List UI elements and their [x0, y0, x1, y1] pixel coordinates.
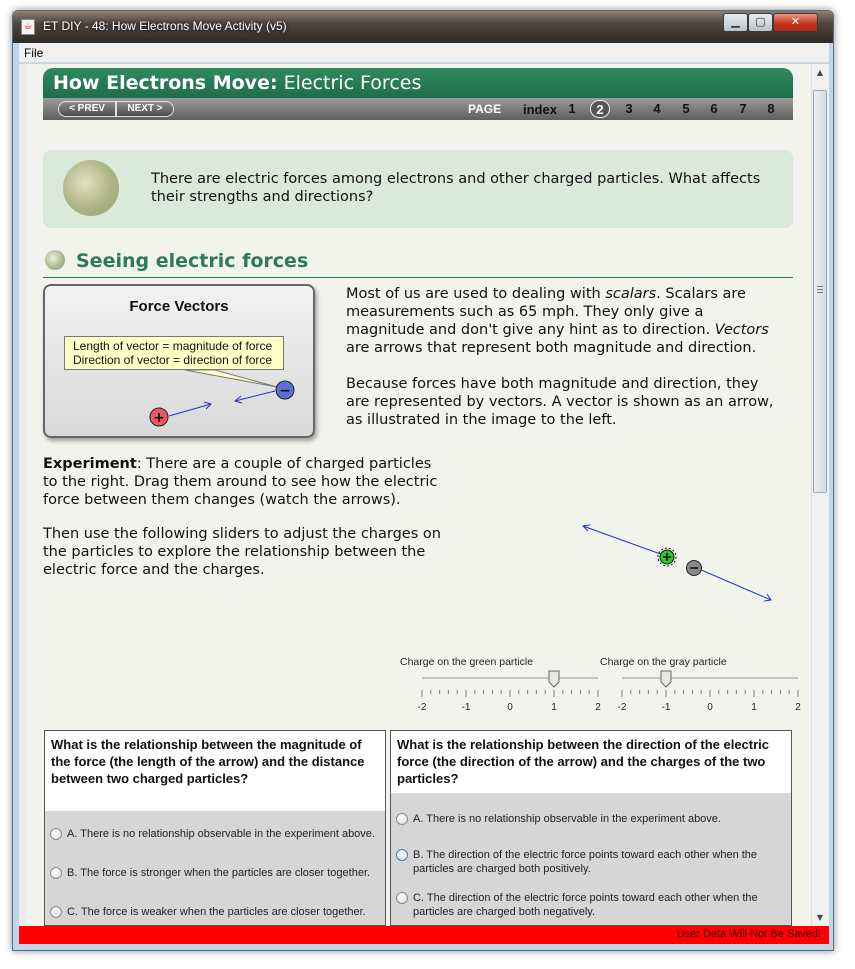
page-link-1[interactable]: 1 [568, 101, 576, 116]
vertical-scrollbar[interactable] [811, 64, 828, 926]
page-link-3[interactable]: 3 [625, 101, 633, 116]
page-nav-bar [43, 98, 793, 120]
question-1-option-b[interactable]: B. The force is stronger when the particles are closer together. [50, 866, 370, 880]
page-link-5[interactable]: 5 [682, 101, 690, 116]
page-link-7[interactable]: 7 [739, 101, 747, 116]
force-vector-tooltip [64, 336, 284, 370]
gray-slider-tick-label: 2 [795, 702, 801, 713]
page-title [53, 72, 421, 94]
minimize-button[interactable]: ▁ [723, 13, 748, 32]
green-slider-tick-label: -1 [461, 702, 471, 713]
green-charge-label: Charge on the green particle [400, 656, 534, 668]
status-text: User Data Will Not Be Saved! [676, 928, 821, 940]
page-link-8[interactable]: 8 [767, 101, 775, 116]
sliders-paragraph: Then use the following sliders to adjust the charges on the particles to explore the relationship between the electric force and the charges. [43, 526, 441, 578]
particle-simulation [559, 514, 789, 614]
content-area [19, 64, 829, 926]
radio-button[interactable] [50, 906, 62, 918]
scroll-grip-icon [817, 286, 823, 293]
question-1-option-c[interactable]: C. The force is weaker when the particles are closer together. [50, 905, 366, 919]
gray-slider-thumb [661, 671, 671, 687]
index-link[interactable]: index [523, 102, 557, 117]
left-gutter [19, 64, 27, 926]
question-2-option-c[interactable]: C. The direction of the electric force points toward each other when the particles are charged both negatively. [396, 891, 776, 919]
gray-charge-label: Charge on the gray particle [600, 656, 727, 668]
radio-button[interactable] [50, 828, 62, 840]
intro-text: There are electric forces among electrons and other charged particles. What affects their strengths and directions? [151, 171, 761, 205]
positive-symbol: + [153, 410, 165, 426]
intro-box [43, 150, 793, 228]
maximize-button[interactable]: ▢ [748, 13, 773, 32]
radio-button[interactable] [396, 813, 408, 825]
page-title-bold: How Electrons Move: [53, 72, 278, 94]
radio-button[interactable] [50, 867, 62, 879]
green-slider-tick-label: 1 [551, 702, 557, 713]
status-bar [19, 926, 829, 944]
radio-button[interactable] [396, 892, 408, 904]
close-button[interactable]: ✕ [773, 13, 818, 32]
electron-orb-icon [63, 160, 119, 216]
section-title: Seeing electric forces [76, 250, 309, 272]
positive-force-arrow [169, 404, 211, 416]
scalars-paragraph: Most of us are used to dealing with scalars. Scalars are measurements such as 65 mph. They only give a magnitude and don't give any hint as to direction. Vectors are arrows that represent both magnitude and direction. [346, 286, 769, 356]
tooltip-line-1: Length of vector = magnitude of force [73, 339, 273, 353]
gray-charge-slider[interactable] [595, 664, 805, 714]
page-link-4[interactable]: 4 [653, 101, 661, 116]
menu-file[interactable]: File [24, 46, 44, 60]
green-slider-thumb [549, 671, 559, 687]
gray-slider-tick-label: -2 [617, 702, 627, 713]
prev-button[interactable]: < PREV [58, 101, 116, 117]
green-slider-tick-label: 0 [507, 702, 513, 713]
green-force-arrow [583, 526, 666, 556]
force-vectors-figure [43, 284, 315, 438]
next-button[interactable]: NEXT > [116, 101, 174, 117]
green-charge-slider[interactable] [395, 664, 605, 714]
page-link-2-current[interactable]: 2 [590, 100, 610, 118]
question-1-box [44, 730, 386, 926]
menu-bar [19, 43, 829, 63]
section-orb-icon [45, 250, 65, 270]
title-bar[interactable] [13, 11, 833, 43]
page-title-rest: Electric Forces [283, 72, 422, 94]
scroll-thumb[interactable] [813, 90, 827, 493]
negative-symbol: − [279, 383, 291, 399]
question-2-option-a[interactable]: A. There is no relationship observable in the experiment above. [396, 812, 776, 826]
question-2-option-b[interactable]: B. The direction of the electric force points toward each other when the particles are charged both positively. [396, 848, 776, 876]
green-slider-tick-label: 2 [595, 702, 601, 713]
question-1-option-a[interactable]: A. There is no relationship observable in the experiment above. [50, 827, 375, 841]
section-divider [43, 277, 793, 278]
radio-button-focused[interactable] [396, 849, 408, 861]
page-header [43, 68, 793, 98]
vectors-paragraph: Because forces have both magnitude and direction, they are represented by vectors. A vector is shown as an arrow, as illustrated in the image to the left. [346, 376, 774, 428]
app-window [12, 10, 834, 951]
tooltip-pointer [185, 370, 277, 387]
tooltip-line-2: Direction of vector = direction of force [73, 353, 273, 367]
gray-slider-tick-label: -1 [661, 702, 671, 713]
gray-force-arrow [692, 566, 771, 600]
experiment-paragraph: Experiment: There are a couple of charged particles to the right. Drag them around to see how the electric force between them changes (watch the arrows). [43, 456, 438, 508]
scroll-down-arrow-icon[interactable]: ▼ [816, 913, 824, 922]
green-slider-tick-label: -2 [417, 702, 427, 713]
window-title: ET DIY - 48: How Electrons Move Activity (v5) [43, 19, 287, 33]
gray-slider-tick-label: 0 [707, 702, 713, 713]
force-vectors-title: Force Vectors [129, 298, 229, 315]
question-2-text: What is the relationship between the direction of the electric force (the direction of the arrow) and the charges of the two particles? [391, 731, 791, 793]
scroll-up-arrow-icon[interactable]: ▲ [816, 68, 824, 77]
question-1-text: What is the relationship between the magnitude of the force (the length of the arrow) and the distance between two charged particles? [45, 731, 385, 811]
gray-slider-tick-label: 1 [751, 702, 757, 713]
question-2-box [390, 730, 792, 926]
java-app-icon: ☕ [21, 19, 35, 35]
page-label: PAGE [468, 102, 502, 116]
page-link-6[interactable]: 6 [710, 101, 718, 116]
